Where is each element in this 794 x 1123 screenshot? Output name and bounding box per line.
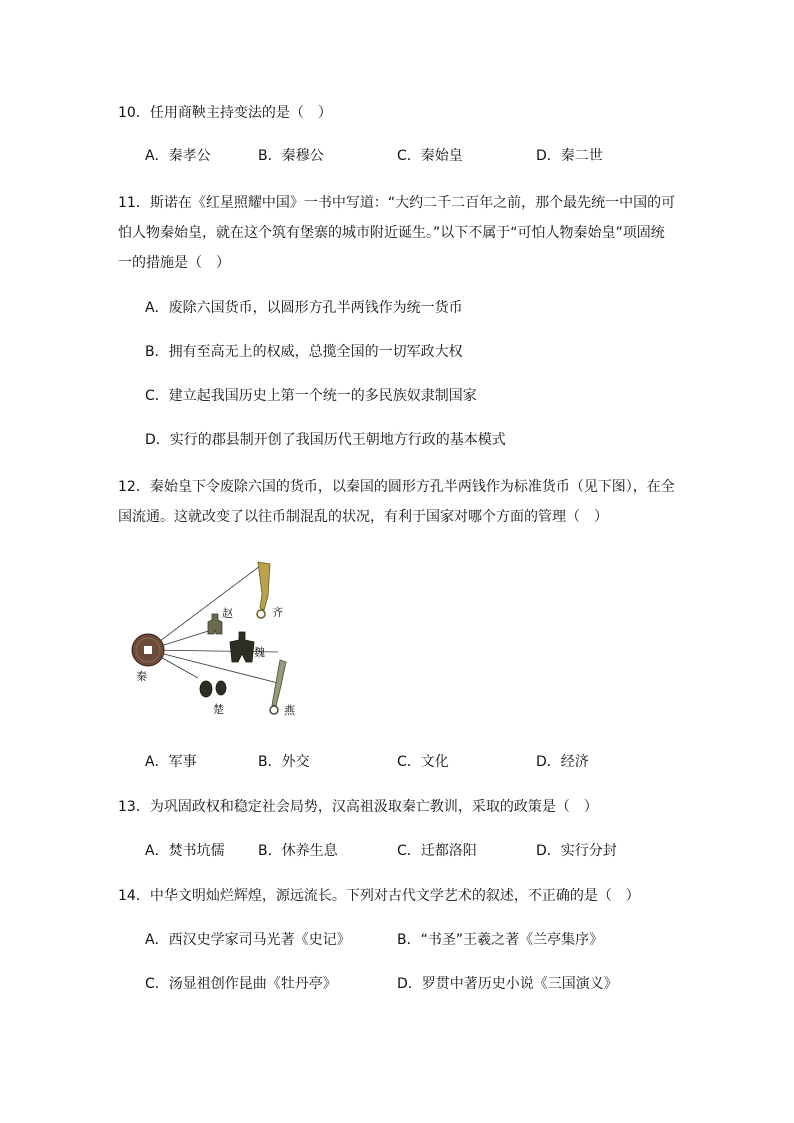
chu-antnose-coins — [200, 681, 226, 697]
wei-spade-coin — [230, 632, 254, 662]
label-chu: 楚 — [213, 703, 224, 716]
q11-option-a: A．废除六国货币，以圆形方孔半两钱作为统一货币 — [145, 300, 463, 316]
qi-knife-coin — [257, 562, 270, 618]
q11-stem-line-1: 11．斯诺在《红星照耀中国》一书中写道：“大约二千二百年之前，那个最先统一中国的可 — [118, 195, 676, 211]
q13-stem: 13．为巩固政权和稳定社会局势，汉高祖汲取秦亡教训，采取的政策是（ ） — [118, 799, 598, 815]
q14-option-c: C．汤显祖创作昆曲《牡丹亭》 — [145, 976, 337, 992]
q12-option-a: A．军事 — [145, 754, 197, 770]
q12-option-c: C．文化 — [397, 754, 449, 770]
q10-stem: 10．任用商鞅主持变法的是（ ） — [118, 105, 332, 121]
q14-option-d: D．罗贯中著历史小说《三国演义》 — [397, 976, 618, 992]
label-qin: 秦 — [136, 670, 147, 683]
q12-stem-line-2: 国流通。这就改变了以往币制混乱的状况，有利于国家对哪个方面的管理（ ） — [118, 509, 608, 525]
q13-option-a: A．焚书坑儒 — [145, 843, 225, 859]
q11-stem-line-3: 一的措施是（ ） — [118, 255, 230, 271]
coin-unification-figure — [118, 550, 318, 730]
qin-banliang-coin — [132, 634, 164, 666]
q13-option-d: D．实行分封 — [536, 843, 617, 859]
q10-option-c: C．秦始皇 — [397, 148, 463, 164]
q13-option-c: C．迁都洛阳 — [397, 843, 477, 859]
q11-option-d: D．实行的郡县制开创了我国历代王朝地方行政的基本模式 — [145, 432, 506, 448]
q10-option-a: A．秦孝公 — [145, 148, 211, 164]
label-qi: 齐 — [272, 606, 283, 619]
q10-option-d: D．秦二世 — [536, 148, 603, 164]
q14-option-a: A．西汉史学家司马光著《史记》 — [145, 932, 351, 948]
q11-stem-line-2: 怕人物秦始皇，就在这个筑有堡寨的城市附近诞生。”以下不属于“可怕人物秦始皇”项固统 — [118, 225, 665, 241]
label-yan: 燕 — [284, 704, 295, 717]
zhao-spade-coin — [208, 614, 222, 634]
q12-stem-line-1: 12．秦始皇下令废除六国的货币，以秦国的圆形方孔半两钱作为标准货币（见下图），在全 — [118, 479, 675, 495]
q10-option-b: B．秦穆公 — [258, 148, 324, 164]
q12-option-d: D．经济 — [536, 754, 589, 770]
q11-option-c: C．建立起我国历史上第一个统一的多民族奴隶制国家 — [145, 388, 477, 404]
label-wei: 魏 — [254, 646, 265, 659]
label-zhao: 赵 — [222, 607, 233, 620]
q12-option-b: B．外交 — [258, 754, 310, 770]
q13-option-b: B．休养生息 — [258, 843, 338, 859]
q14-option-b: B．“书圣”王羲之著《兰亭集序》 — [397, 932, 604, 948]
q11-option-b: B．拥有至高无上的权威，总揽全国的一切军政大权 — [145, 344, 463, 360]
q14-stem: 14．中华文明灿烂辉煌，源远流长。下列对古代文学艺术的叙述，不正确的是（ ） — [118, 888, 640, 904]
